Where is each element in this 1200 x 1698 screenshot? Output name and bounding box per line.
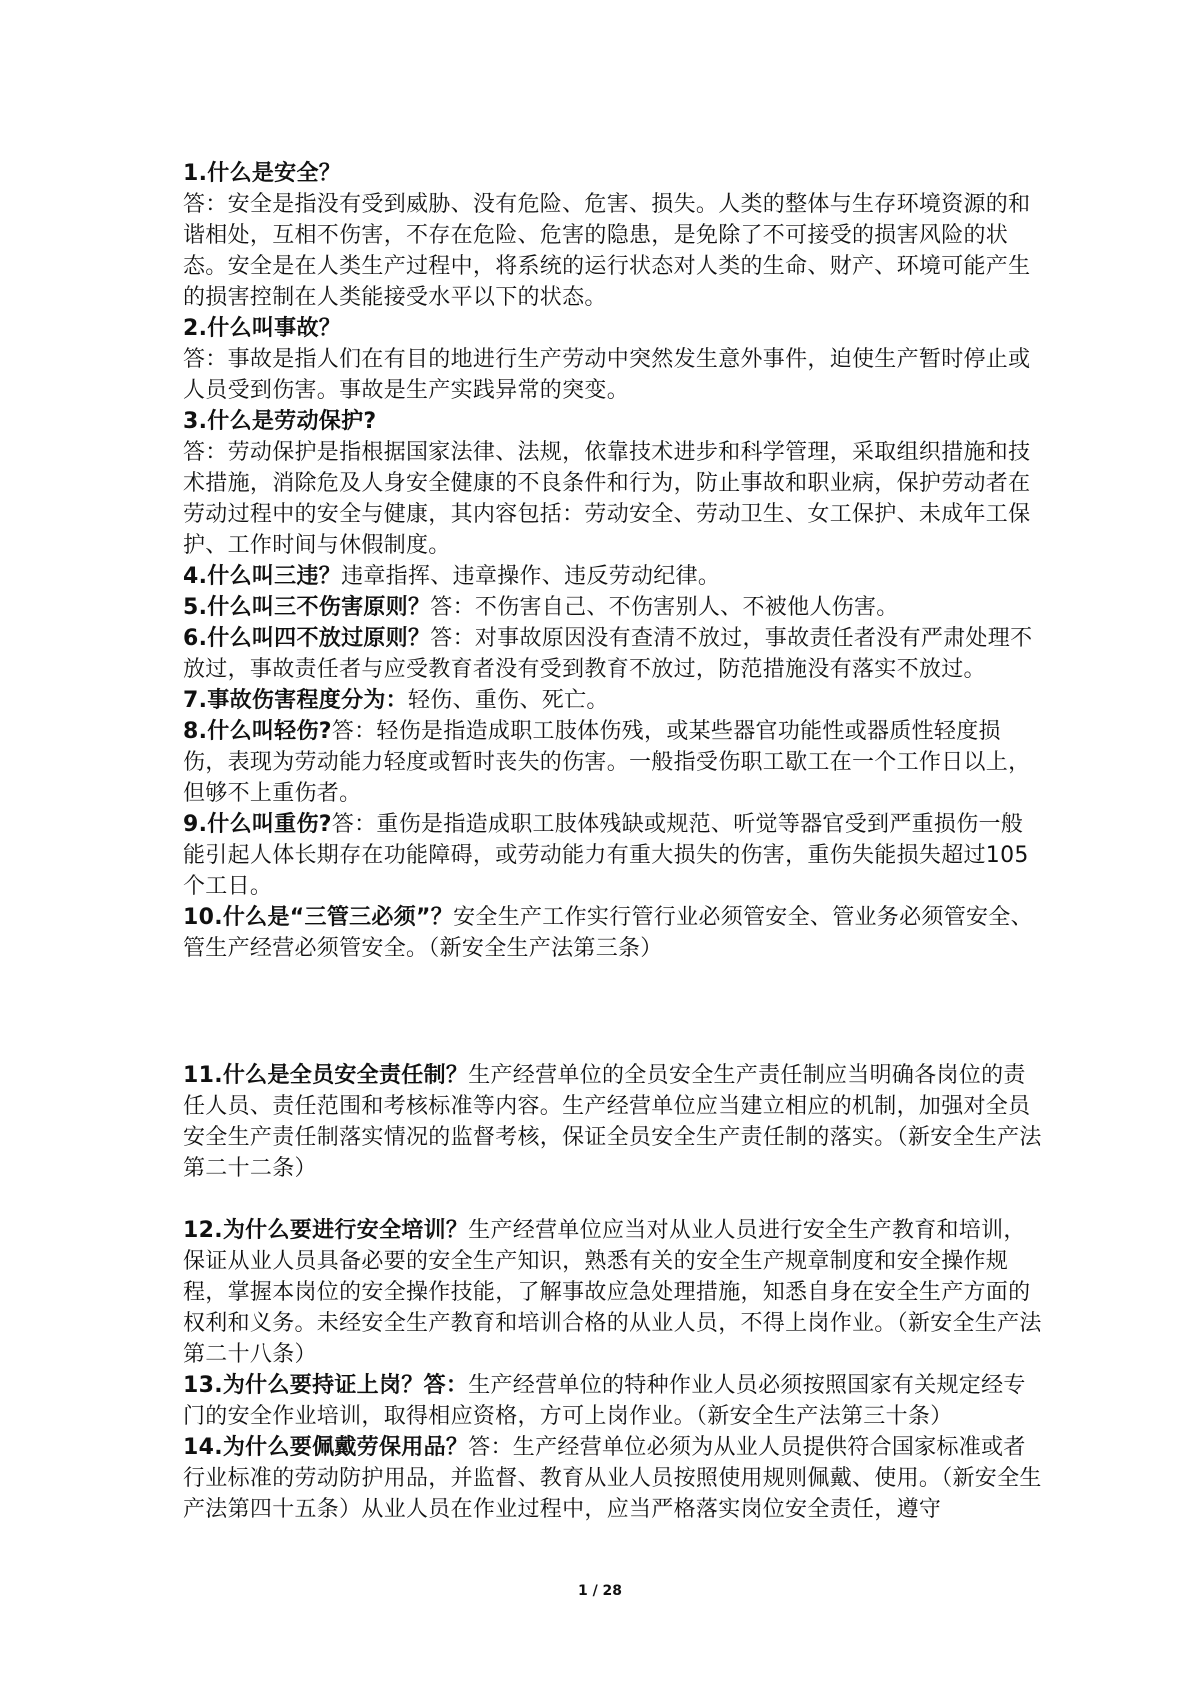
document-body bbox=[183, 158, 1043, 1525]
qa-item-14 bbox=[183, 1432, 1043, 1525]
answer: 答：重伤是指造成职工肢体残缺或规范、听觉等器官受到严重损伤一般能引起人体长期存在功能障碍，或劳动能力有重大损失的伤害，重伤失能损失超过105个工日。 bbox=[183, 812, 1029, 899]
answer: 轻伤、重伤、死亡。 bbox=[407, 688, 609, 713]
question: 4.什么叫三违？ bbox=[183, 564, 342, 589]
qa-item-9 bbox=[183, 809, 1043, 902]
question: 8.什么叫轻伤? bbox=[183, 719, 332, 744]
section-gap bbox=[183, 964, 1043, 1060]
question: 11.什么是全员安全责任制？ bbox=[183, 1063, 469, 1088]
answer: 违章指挥、违章操作、违反劳动纪律。 bbox=[341, 564, 721, 589]
qa-item-7 bbox=[183, 685, 1043, 716]
question: 9.什么叫重伤? bbox=[183, 812, 332, 837]
qa-item-12 bbox=[183, 1215, 1043, 1370]
question: 1.什么是安全？ bbox=[183, 161, 342, 186]
qa-item-3 bbox=[183, 406, 1043, 561]
answer: 答：对事故原因没有查清不放过，事故责任者没有严肃处理不放过，事故责任者与应受教育者没有受到教育不放过，防范措施没有落实不放过。 bbox=[183, 626, 1033, 682]
question: 12.为什么要进行安全培训？ bbox=[183, 1218, 469, 1243]
qa-item-8 bbox=[183, 716, 1043, 809]
qa-item-6 bbox=[183, 623, 1043, 685]
answer: 生产经营单位的特种作业人员必须按照国家有关规定经专门的安全作业培训，取得相应资格，方可上岗作业。（新安全生产法第三十条） bbox=[183, 1373, 1026, 1429]
answer: 答：不伤害自己、不伤害别人、不被他人伤害。 bbox=[430, 595, 899, 620]
qa-item-2 bbox=[183, 313, 1043, 406]
question: 5.什么叫三不伤害原则？ bbox=[183, 595, 431, 620]
qa-item-10 bbox=[183, 902, 1043, 964]
qa-item-13 bbox=[183, 1370, 1043, 1432]
answer: 安全生产工作实行管行业必须管安全、管业务必须管安全、管生产经营必须管安全。（新安全生产法第三条） bbox=[183, 905, 1033, 961]
qa-item-11 bbox=[183, 1060, 1043, 1184]
answer: 答：轻伤是指造成职工肢体伤残，或某些器官功能性或器质性轻度损伤，表现为劳动能力轻度或暂时丧失的伤害。一般指受伤职工歇工在一个工作日以上，但够不上重伤者。 bbox=[183, 719, 1031, 806]
answer: 生产经营单位的全员安全生产责任制应当明确各岗位的责任人员、责任范围和考核标准等内容。生产经营单位应当建立相应的机制，加强对全员安全生产责任制落实情况的监督考核，保证全员安全生产责任制的落实。（新安全生产法第二十二条） bbox=[183, 1063, 1042, 1181]
answer: 生产经营单位应当对从业人员进行安全生产教育和培训，保证从业人员具备必要的安全生产知识，熟悉有关的安全生产规章制度和安全操作规程，掌握本岗位的安全操作技能，了解事故应急处理措施，知悉自身在安全生产方面的权利和义务。未经安全生产教育和培训合格的从业人员，不得上岗作业。（新安全生产法第二十八条） bbox=[183, 1218, 1042, 1367]
answer: 答：事故是指人们在有目的地进行生产劳动中突然发生意外事件，迫使生产暂时停止或人员受到伤害。事故是生产实践异常的突变。 bbox=[183, 347, 1031, 403]
qa-item-4 bbox=[183, 561, 1043, 592]
answer: 答：安全是指没有受到威胁、没有危险、危害、损失。人类的整体与生存环境资源的和谐相处，互相不伤害，不存在危险、危害的隐患，是免除了不可接受的损害风险的状态。安全是在人类生产过程中，将系统的运行状态对人类的生命、财产、环境可能产生的损害控制在人类能接受水平以下的状态。 bbox=[183, 192, 1031, 310]
page-number: 1 / 28 bbox=[577, 1583, 623, 1599]
question: 13.为什么要持证上岗？答： bbox=[183, 1373, 469, 1398]
question: 6.什么叫四不放过原则？ bbox=[183, 626, 431, 651]
paragraph-gap bbox=[183, 1184, 1043, 1215]
question: 2.什么叫事故？ bbox=[183, 316, 342, 341]
question: 7.事故伤害程度分为： bbox=[183, 688, 408, 713]
question: 10.什么是“三管三必须”？ bbox=[183, 905, 454, 930]
qa-item-1 bbox=[183, 158, 1043, 313]
question: 3.什么是劳动保护? bbox=[183, 409, 377, 434]
qa-item-5 bbox=[183, 592, 1043, 623]
answer: 答：劳动保护是指根据国家法律、法规，依靠技术进步和科学管理，采取组织措施和技术措施，消除危及人身安全健康的不良条件和行为，防止事故和职业病，保护劳动者在劳动过程中的安全与健康，其内容包括：劳动安全、劳动卫生、女工保护、未成年工保护、工作时间与休假制度。 bbox=[183, 440, 1031, 558]
answer: 答：生产经营单位必须为从业人员提供符合国家标准或者行业标准的劳动防护用品，并监督、教育从业人员按照使用规则佩戴、使用。（新安全生产法第四十五条）从业人员在作业过程中，应当严格落实岗位安全责任，遵守 bbox=[183, 1435, 1042, 1522]
question: 14.为什么要佩戴劳保用品？ bbox=[183, 1435, 469, 1460]
